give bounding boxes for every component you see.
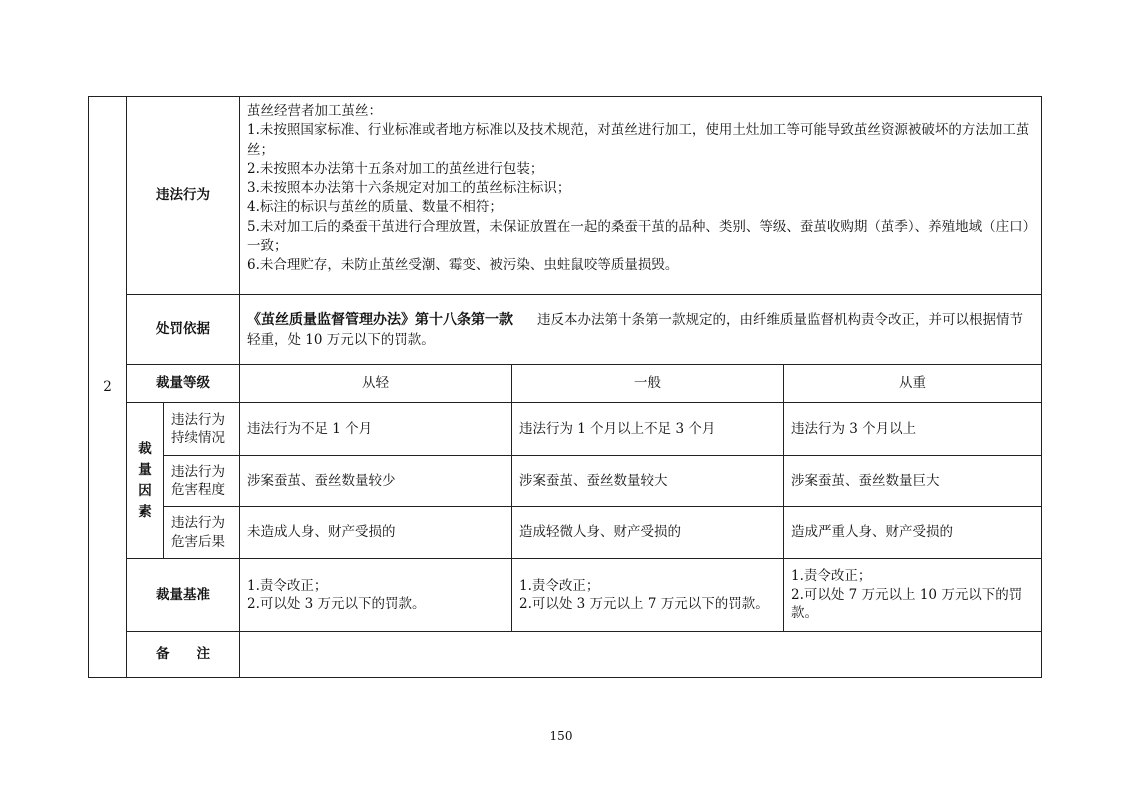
benchmark-label: 裁量基准 (127, 559, 240, 632)
factor-light: 涉案蚕茧、蚕丝数量较少 (240, 456, 512, 507)
factors-label-char: 量 (138, 461, 152, 478)
benchmark-line: 2.可以处 3 万元以上 7 万元以下的罚款。 (519, 596, 769, 612)
factor-light: 违法行为不足 1 个月 (240, 403, 512, 456)
benchmark-line: 2.可以处 3 万元以下的罚款。 (247, 596, 426, 612)
factor-name (164, 403, 240, 456)
factors-label-char: 素 (138, 503, 152, 520)
benchmark-line: 1.责令改正； (247, 577, 328, 594)
remarks-row (89, 632, 1042, 678)
factor-row (89, 456, 1042, 507)
benchmark-normal (512, 559, 784, 632)
page-number: 150 (549, 729, 573, 743)
factor-name-line: 持续情况 (171, 430, 225, 446)
violation-label: 违法行为 (127, 97, 240, 295)
factor-name-line: 危害程度 (171, 482, 225, 498)
factor-normal: 涉案蚕茧、蚕丝数量较大 (512, 456, 784, 507)
benchmark-line: 1.责令改正； (791, 568, 872, 585)
factor-heavy: 涉案蚕茧、蚕丝数量巨大 (784, 456, 1042, 507)
factor-heavy: 造成严重人身、财产受损的 (784, 507, 1042, 559)
violation-line: 3.未按照本办法第十六条规定对加工的茧丝标注标识； (247, 180, 571, 197)
factors-label (127, 403, 164, 559)
factor-row (89, 403, 1042, 456)
benchmark-row (89, 559, 1042, 632)
violation-row (89, 97, 1042, 295)
factor-name-line: 违法行为 (171, 411, 225, 428)
penalty-basis-label: 处罚依据 (127, 295, 240, 365)
factor-normal: 违法行为 1 个月以上不足 3 个月 (512, 403, 784, 456)
violation-line: 2.未按照本办法第十五条对加工的茧丝进行包装； (247, 160, 544, 177)
violation-line: 1.未按照国家标准、行业标准或者地方标准以及技术规范，对茧丝进行加工，使用土灶加工等可能导致茧丝资源被破坏的方法加工茧丝； (247, 122, 1030, 158)
row-number: 2 (89, 97, 127, 678)
penalty-basis-content (240, 295, 1042, 365)
benchmark-light (240, 559, 512, 632)
violation-line: 5.未对加工后的桑蚕干茧进行合理放置，未保证放置在一起的桑蚕干茧的品种、类别、等级、蚕茧收购期（茧季）、养殖地域（庄口）一致； (247, 218, 1030, 255)
remarks-label: 备 注 (127, 632, 240, 678)
factor-name (164, 456, 240, 507)
violation-line: 4.标注的标识与茧丝的质量、数量不相符； (247, 199, 503, 216)
penalty-basis-row (89, 295, 1042, 365)
factor-heavy: 违法行为 3 个月以上 (784, 403, 1042, 456)
factors-label-char: 因 (138, 482, 152, 499)
violation-line: 6.未合理贮存，未防止茧丝受潮、霉变、被污染、虫蛀鼠咬等质量损毁。 (247, 257, 679, 274)
factor-name-line: 危害后果 (171, 533, 225, 550)
discretion-table (88, 96, 1042, 678)
benchmark-heavy (784, 559, 1042, 632)
level-heavy: 从重 (784, 365, 1042, 403)
level-normal: 一般 (512, 365, 784, 403)
levels-label: 裁量等级 (127, 365, 240, 403)
factor-row (89, 507, 1042, 559)
level-light: 从轻 (240, 365, 512, 403)
factor-normal: 造成轻微人身、财产受损的 (512, 507, 784, 559)
benchmark-line: 2.可以处 7 万元以上 10 万元以下的罚款。 (791, 586, 1023, 622)
penalty-basis-text: 违反本办法第十条第一款规定的，由纤维质量监督机构责令改正，并可以根据情节轻重，处 10 万元以下的罚款。 (247, 311, 1023, 348)
factor-name-line: 违法行为 (171, 515, 225, 531)
levels-row (89, 365, 1042, 403)
violation-line: 茧丝经营者加工茧丝： (247, 103, 382, 119)
factor-name (164, 507, 240, 559)
factor-name-line: 违法行为 (171, 463, 225, 480)
factors-label-char: 裁 (138, 440, 152, 457)
factor-light: 未造成人身、财产受损的 (240, 507, 512, 559)
violation-content (240, 97, 1042, 295)
law-title: 《茧丝质量监督管理办法》第十八条第一款 (247, 311, 513, 328)
benchmark-line: 1.责令改正； (519, 577, 600, 594)
remarks-value (240, 632, 1042, 678)
